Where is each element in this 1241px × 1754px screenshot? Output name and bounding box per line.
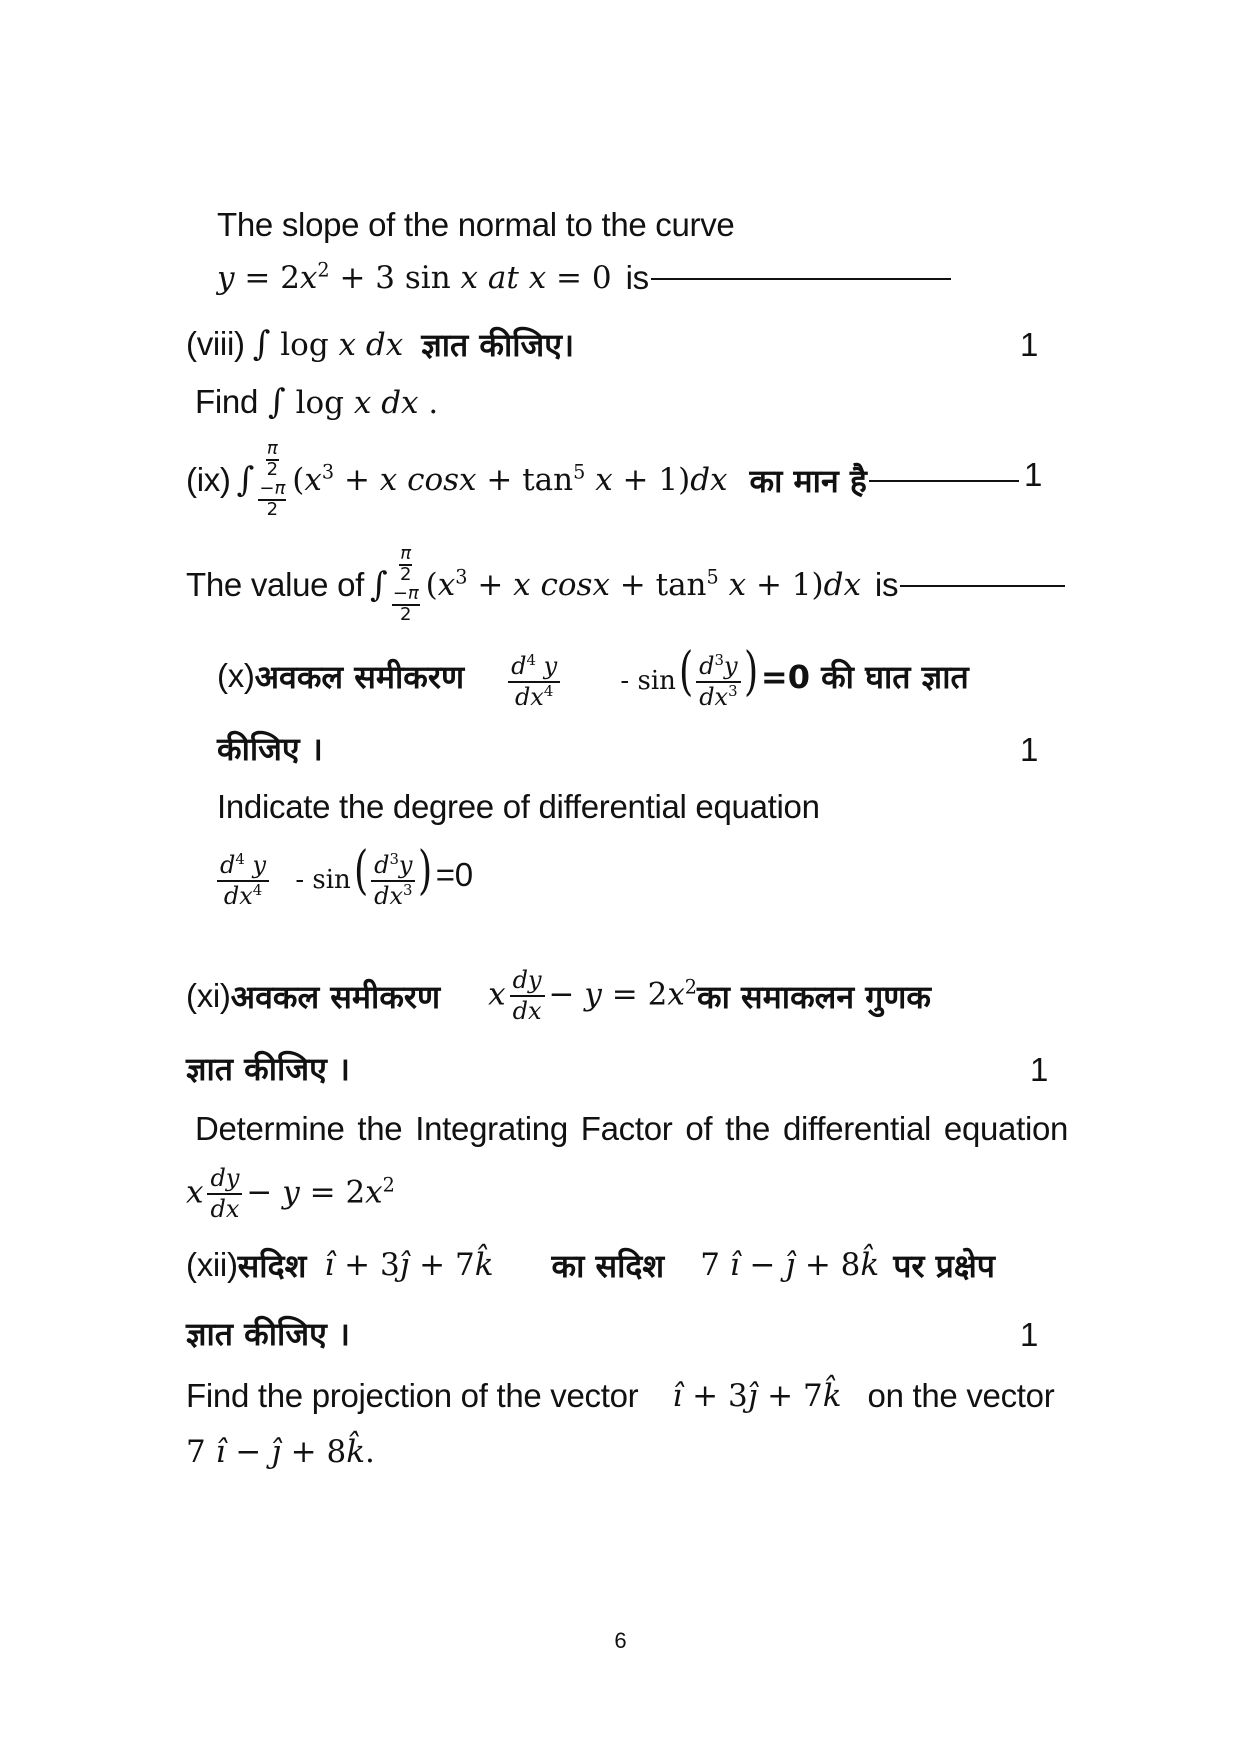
- q7-text-en: The slope of the normal to the curve: [217, 206, 735, 243]
- q12-hindi-line-2: [186, 1310, 350, 1356]
- q9-mark: 1: [1024, 456, 1043, 493]
- q9-integrand: ($x^3 + x$ $\cos x + \tan^5 x + 1)dx$: [292, 460, 728, 498]
- q11-english-equation: x $\frac{dy}{dx}$ − $y = 2x^2$: [186, 1163, 395, 1223]
- q8-text-en: Find: [195, 383, 258, 420]
- q8-text-hi: ज्ञात कीजिए।: [421, 325, 575, 364]
- q7-equation-line: [217, 255, 951, 301]
- q12-text-hi-4: ज्ञात कीजिए ।: [186, 1314, 351, 1353]
- q11-text-hi-1: अवकल समीकरण: [230, 977, 441, 1016]
- q8-mark: 1: [1020, 326, 1039, 363]
- q12-vector-2: 7 î − ĵ + 8k̂: [700, 1247, 880, 1283]
- q12-text-hi-2: का सदिश: [551, 1246, 665, 1285]
- q10-text-hi-1: अवकल समीकरण: [254, 657, 465, 696]
- q10-eq-tail: =0: [435, 856, 473, 893]
- q11-equation: x $\frac{dy}{dx}$ − $y = 2x^2$: [488, 965, 698, 1025]
- q12-text-en-2: on the vector: [867, 1377, 1055, 1414]
- q12-english-line: [186, 1372, 1054, 1420]
- q12-english-line-2: [186, 1428, 375, 1476]
- q10-mark: 1: [1020, 731, 1039, 768]
- q12-vector-1-en: î + 3ĵ + 7k̂: [672, 1378, 842, 1414]
- q9-hindi-line: (ix) ∫ $\frac{\pi}{2}$ $\frac{-\pi}{2}$ ($x^3 + x$ $\cos x + \tan^5 x + 1)dx$ का मान है: [186, 425, 1019, 535]
- q10-text-en: Indicate the degree of differential equation: [217, 788, 820, 825]
- q11-text-en: Determine the Integrating Factor of the differential equation: [195, 1110, 1069, 1147]
- page-number: 6: [614, 1628, 627, 1653]
- q12-hindi-line: [186, 1240, 995, 1290]
- q12-text-hi-1: सदिश: [237, 1246, 307, 1285]
- q12-text-en-1: Find the projection of the vector: [186, 1377, 639, 1414]
- q10-text-hi-2: =0 की घात ज्ञात: [760, 657, 969, 696]
- q12-number: (xii): [186, 1246, 238, 1283]
- q9-text-en: The value of: [186, 566, 365, 603]
- q8-integral: ∫ log x dx: [252, 324, 404, 364]
- q9-limits-en: $\frac{\pi}{2}$ $\frac{-\pi}{2}$: [392, 543, 419, 625]
- q7-equation: $y = 2x^2 + 3$ sin x at x = 0: [217, 258, 612, 296]
- q10-number: (x): [217, 657, 255, 694]
- q12-mark: 1: [1020, 1316, 1039, 1353]
- q11-number: (xi): [186, 977, 231, 1014]
- q10-hindi-line-2: [217, 725, 323, 771]
- q11-hindi-line-2: [186, 1045, 350, 1091]
- q11-text-hi-3: ज्ञात कीजिए ।: [186, 1049, 351, 1088]
- q9-english-line: The value of ∫ $\frac{\pi}{2}$ $\frac{-\pi}{2}$ ($x^3 + x$ $\cos x + \tan^5 x + 1)dx$ is: [186, 530, 1065, 640]
- q8-hindi-line: [186, 320, 574, 368]
- q9-integrand-en: ($x^3 + x$ $\cos x + \tan^5 x + 1)dx$: [425, 565, 861, 603]
- q8-integral-en: ∫ log x dx .: [268, 382, 439, 422]
- q9-limits: $\frac{\pi}{2}$ $\frac{-\pi}{2}$: [259, 438, 286, 520]
- q12-vector-1: î + 3ĵ + 7k̂: [324, 1247, 494, 1283]
- q11-text-hi-2: का समाकलन गुणक: [697, 977, 931, 1016]
- q9-en-answer-blank: [900, 584, 1065, 587]
- q11-hindi-line: [186, 960, 931, 1032]
- q7-answer-blank: [651, 277, 951, 280]
- q9-is: is: [874, 566, 899, 603]
- q12-text-hi-3: पर प्रक्षेप: [893, 1246, 995, 1285]
- q9-text-hi: का मान है: [749, 461, 867, 500]
- q7-is: is: [625, 259, 649, 296]
- q10-english-equation: $\frac{d^4 y}{dx^4}$ - sin( $\frac{d^3y}{dx^3}$ ) =0: [217, 835, 473, 915]
- q8-number: (viii): [186, 325, 245, 362]
- q10-equation: $\frac{d^4 y}{dx^4}$ - sin( $\frac{d^3y}{dx^3}$ ): [504, 642, 761, 710]
- q9-answer-blank: [869, 479, 1019, 482]
- q9-number: (ix): [186, 461, 231, 498]
- q10-hindi-line: [217, 640, 969, 712]
- q12-vector-2-en: 7 î − ĵ + 8k̂.: [186, 1434, 375, 1470]
- q11-mark: 1: [1030, 1051, 1049, 1088]
- q8-english-line: [195, 378, 438, 426]
- q10-text-hi-3: कीजिए ।: [217, 729, 323, 768]
